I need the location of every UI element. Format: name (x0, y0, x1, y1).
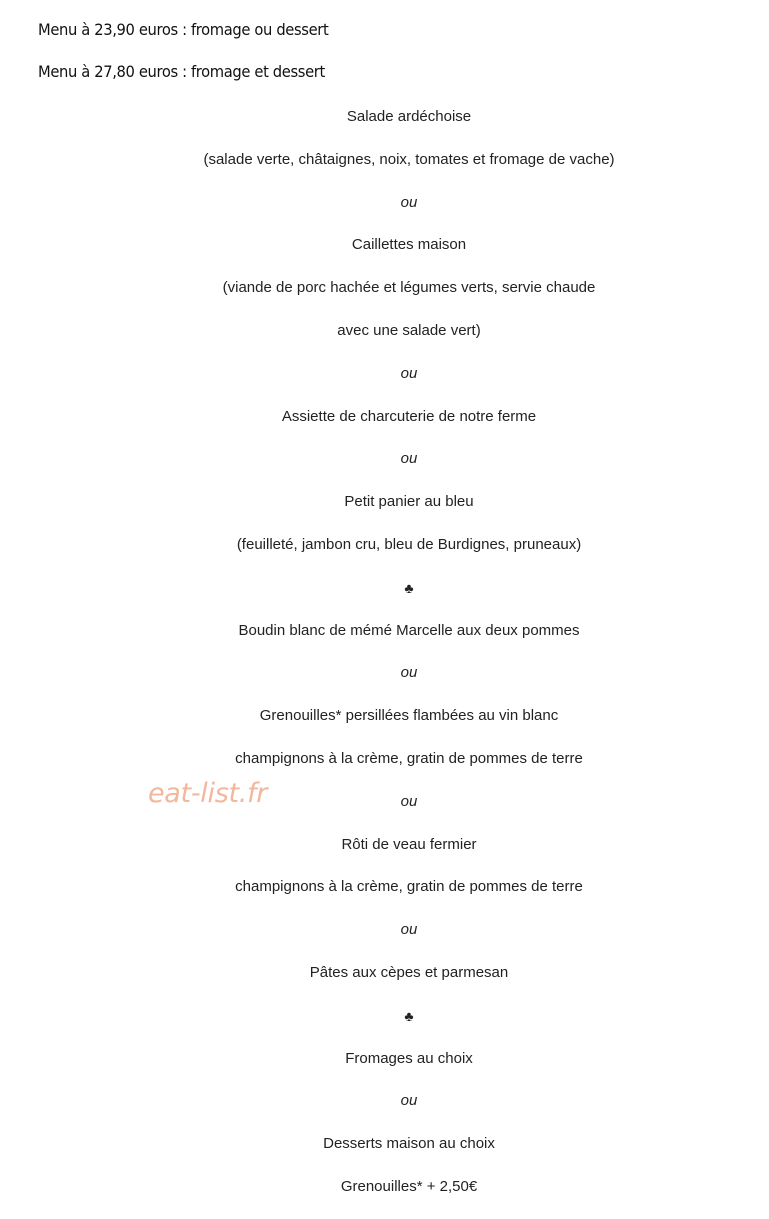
menu-body (0, 102, 769, 1215)
dish-description: champignons à la crème, gratin de pommes de terre (235, 749, 583, 767)
dish-line: Salade ardéchoise (346, 108, 472, 125)
dish-line: Caillettes maison (351, 236, 467, 254)
watermark-logo: eat-list.fr (148, 778, 268, 809)
supplement-note: Grenouilles* + 2,50€ (340, 1177, 478, 1195)
or-separator: ou (400, 664, 418, 682)
dish-description: (feuilleté, jambon cru, bleu de Burdignes, pruneaux) (236, 535, 582, 553)
dish-description: champignons à la crème, gratin de pommes de terre (235, 878, 583, 896)
dish-line: Desserts maison au choix (323, 1135, 495, 1153)
or-separator: ou (400, 364, 418, 382)
or-separator: ou (400, 193, 418, 211)
or-separator: ou (400, 921, 418, 939)
dish-description: avec une salade vert) (337, 321, 481, 339)
dish-description: (viande de porc hachée et légumes verts, servie chaude (222, 279, 596, 297)
or-separator: ou (400, 450, 418, 468)
club-icon: ♣ (404, 579, 414, 596)
dish-line: Pâtes aux cèpes et parmesan (309, 963, 509, 981)
or-separator: ou (400, 792, 418, 810)
dish-description: (salade verte, châtaignes, noix, tomates et fromage de vache) (203, 150, 615, 168)
club-icon: ♣ (404, 1007, 414, 1024)
or-separator: ou (400, 1092, 418, 1110)
menu-price-line-2: Menu à 27,80 euros : fromage et dessert (38, 62, 325, 81)
dish-line: Assiette de charcuterie de notre ferme (281, 407, 537, 425)
dish-line: Petit panier au bleu (344, 493, 474, 511)
dish-line: Grenouilles* persillées flambées au vin blanc (259, 707, 559, 725)
dish-line: Boudin blanc de mémé Marcelle aux deux pommes (238, 621, 580, 639)
dish-line: Rôti de veau fermier (341, 835, 477, 853)
dish-line: Fromages au choix (345, 1049, 473, 1067)
menu-price-line-1: Menu à 23,90 euros : fromage ou dessert (38, 20, 329, 39)
